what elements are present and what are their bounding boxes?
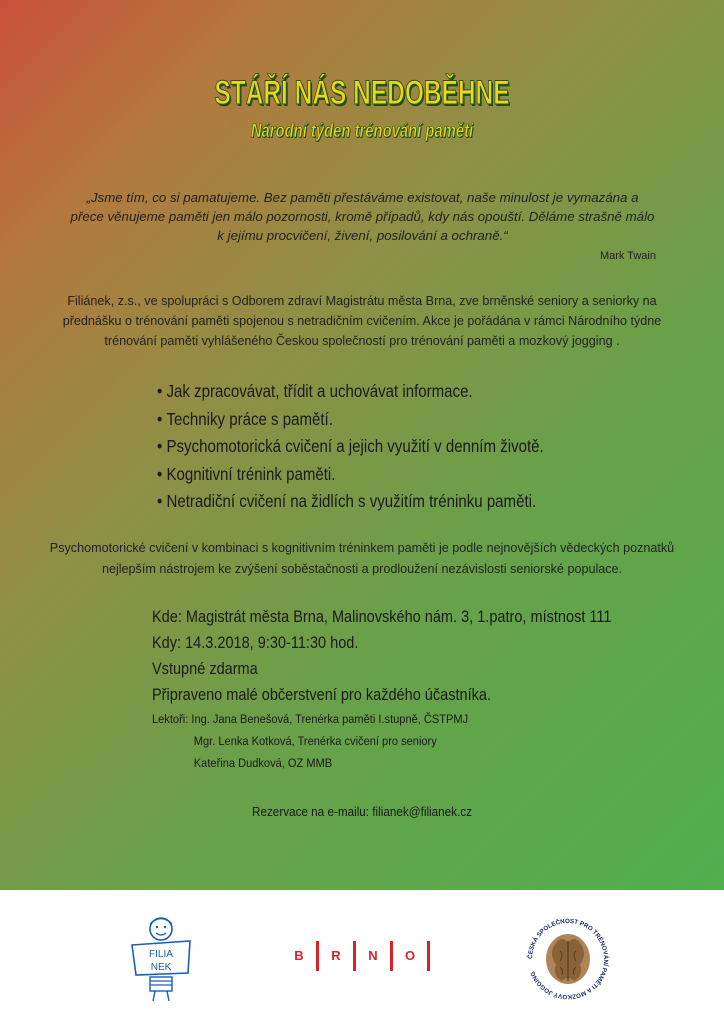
poster-title: STÁŘÍ NÁS NEDOBĚHNE (214, 74, 510, 112)
quote-author: Mark Twain (599, 250, 656, 262)
lecturer-line: Mgr. Lenka Kotková, Trenérka cvičení pro seniory (193, 734, 437, 748)
topic-item: • Techniky práce s pamětí. (157, 406, 544, 434)
reservation-contact: Rezervace na e-mailu: filianek@filianek.cz (252, 804, 472, 819)
cstpmj-seal-text: ČESKÁ SPOLEČNOST PRO TRÉNOVÁNÍ PAMĚTI A MOZKOVÝ JOGGING (526, 917, 610, 1001)
filianek-logo (128, 915, 198, 1003)
brno-letter: B (294, 948, 304, 964)
brno-letter: O (404, 948, 416, 964)
event-refreshment: Připraveno malé občerstvení pro každého účastníka. (152, 686, 491, 704)
topic-list (157, 378, 607, 516)
brno-letter: N (368, 948, 378, 964)
science-paragraph: Psychomotorické cvičení v kombinaci s kognitivním tréninkem paměti je podle nejnovějších vědeckých poznatků nejlepším nástrojem ke zvýšení soběstačnosti a prodloužení nezávislosti seniorské populace. (49, 541, 675, 576)
topic-item: • Kognitivní trénink paměti. (157, 461, 544, 489)
cstpmj-seal-logo (522, 913, 614, 1005)
intro-paragraph: Filiánek, z.s., ve spolupráci s Odborem zdraví Magistrátu města Brna, zve brněnské seniory a seniorky na přednášku o trénování paměti spojenou s netradičním cvičením. Akce je pořádána v rámci Národního týdne trénování paměti vyhlášeného Českou společností pro trénování paměti a mozkový jogging . (62, 294, 662, 348)
brno-logo (288, 941, 436, 971)
quote-text: „Jsme tím, co si pamatujeme. Bez paměti přestáváme existovat, naše minulost je vymazána a přece věnujeme paměti jen málo pozornosti, kromě případů, kdy nás opouští. Děláme strašně málo k jejímu procvičení, živení, posilování a ochraně.“ (70, 190, 655, 243)
topic-item: • Netradiční cvičení na židlích s využitím tréninku paměti. (157, 488, 544, 516)
event-time: Kdy: 14.3.2018, 9:30-11:30 hod. (152, 634, 359, 652)
filianek-logo-line1: FILIA (149, 949, 173, 960)
event-entry: Vstupné zdarma (152, 660, 258, 678)
lecturer-line: Kateřina Dudková, OZ MMB (193, 756, 333, 770)
lecturer-line: Lektoři: Ing. Jana Benešová, Trenérka paměti I.stupně, ČSTPMJ (152, 712, 469, 726)
filianek-logo-line2: NEK (150, 962, 172, 973)
brno-letter: R (331, 948, 341, 964)
event-location: Kde: Magistrát města Brna, Malinovského nám. 3, 1.patro, místnost 111 (152, 608, 612, 626)
topic-item: • Psychomotorická cvičení a jejich využití v denním životě. (157, 433, 544, 461)
topic-item: • Jak zpracovávat, třídit a uchovávat informace. (157, 378, 544, 406)
poster-subtitle: Národní týden trénování paměti (250, 121, 474, 142)
event-info (152, 604, 674, 774)
